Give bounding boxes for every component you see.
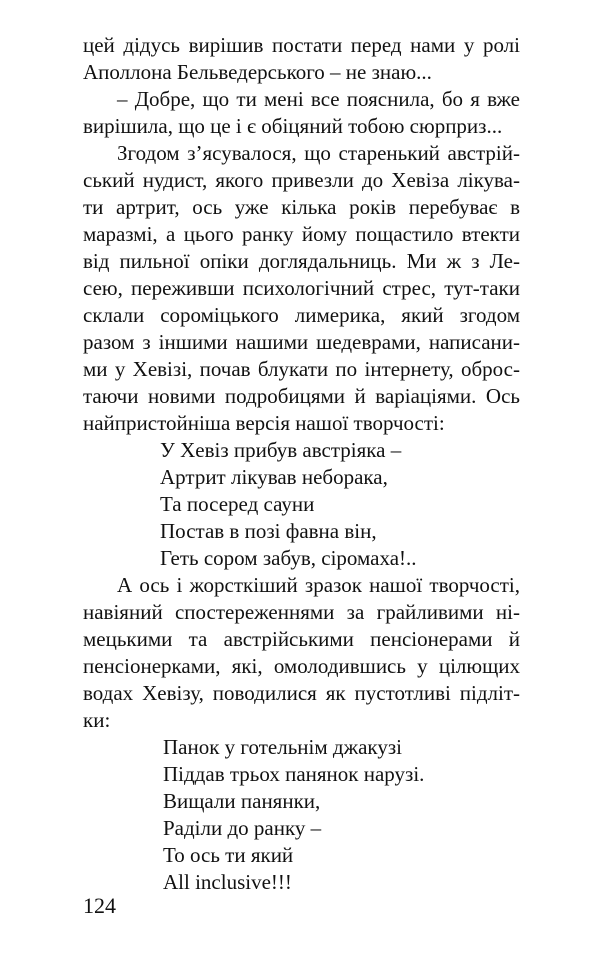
poem-line: То ось ти який xyxy=(163,843,294,867)
text-line: Аполлона Бельведерського – не знаю... xyxy=(83,60,432,84)
poem-line: У Хевіз прибув австріяка – xyxy=(160,438,402,462)
text-line: Згодом з’ясувалося, що старенький австрій- xyxy=(117,141,520,165)
text-line: – Добре, що ти мені все пояснила, бо я вже xyxy=(117,87,520,111)
text-line: маразмі, а цього ранку йому пощастило втекти xyxy=(83,222,520,246)
poem-line: Артрит лікував неборака, xyxy=(160,465,388,489)
text-line: А ось і жорсткіший зразок нашої творчості, xyxy=(117,573,520,597)
text-line: від пильної опіки доглядальниць. Ми ж з Ле- xyxy=(83,249,520,273)
paragraph-story xyxy=(83,140,520,437)
text-line: цей дідусь вирішив постати перед нами у ролі xyxy=(83,33,520,57)
paragraph-dialogue xyxy=(83,86,520,140)
text-line: найпристойніша версія нашої творчості: xyxy=(83,411,445,435)
paragraph-second-sample xyxy=(83,572,520,734)
text-line: ки: xyxy=(83,708,111,732)
text-line: таючи новими подробицями й варіаціями. Ось xyxy=(83,384,520,408)
text-line: пенсіонерками, які, омолодившись у цілющих xyxy=(83,654,520,678)
limerick-first xyxy=(160,437,520,572)
poem-line: Раділи до ранку – xyxy=(163,816,322,840)
paragraph-continuation xyxy=(83,32,520,86)
text-line: ти артрит, ось уже кілька років перебуває в xyxy=(83,195,520,219)
text-line: мецькими та австрійськими пенсіонерами й xyxy=(83,627,520,651)
poem-line: Піддав трьох панянок нарузі. xyxy=(163,762,425,786)
text-line: навіяний спостереженнями за грайливими ні- xyxy=(83,600,520,624)
page-number: 124 xyxy=(83,893,116,918)
text-line: сею, переживши психологічний стрес, тут-таки xyxy=(83,276,520,300)
poem-line: Геть сором забув, сіромаха!.. xyxy=(160,546,417,570)
text-line: разом з іншими нашими шедеврами, написани- xyxy=(83,330,520,354)
text-line: ський нудист, якого привезли до Хевіза лікува- xyxy=(83,168,520,192)
text-line: ми у Хевізі, почав блукати по інтернету, оброс- xyxy=(83,357,520,381)
limerick-second xyxy=(163,734,520,896)
text-line: водах Хевізу, поводилися як пустотливі підліт- xyxy=(83,681,520,705)
text-line: вирішила, що це і є обіцяний тобою сюрприз... xyxy=(83,114,503,138)
poem-line: Постав в позі фавна він, xyxy=(160,519,377,543)
poem-line: Панок у готельнім джакузі xyxy=(163,735,402,759)
text-line: склали сороміцького лимерика, який згодом xyxy=(83,303,520,327)
page-body xyxy=(83,32,520,896)
poem-line: Вищали панянки, xyxy=(163,789,321,813)
poem-line: All inclusive!!! xyxy=(163,870,292,894)
poem-line: Та посеред сауни xyxy=(160,492,315,516)
